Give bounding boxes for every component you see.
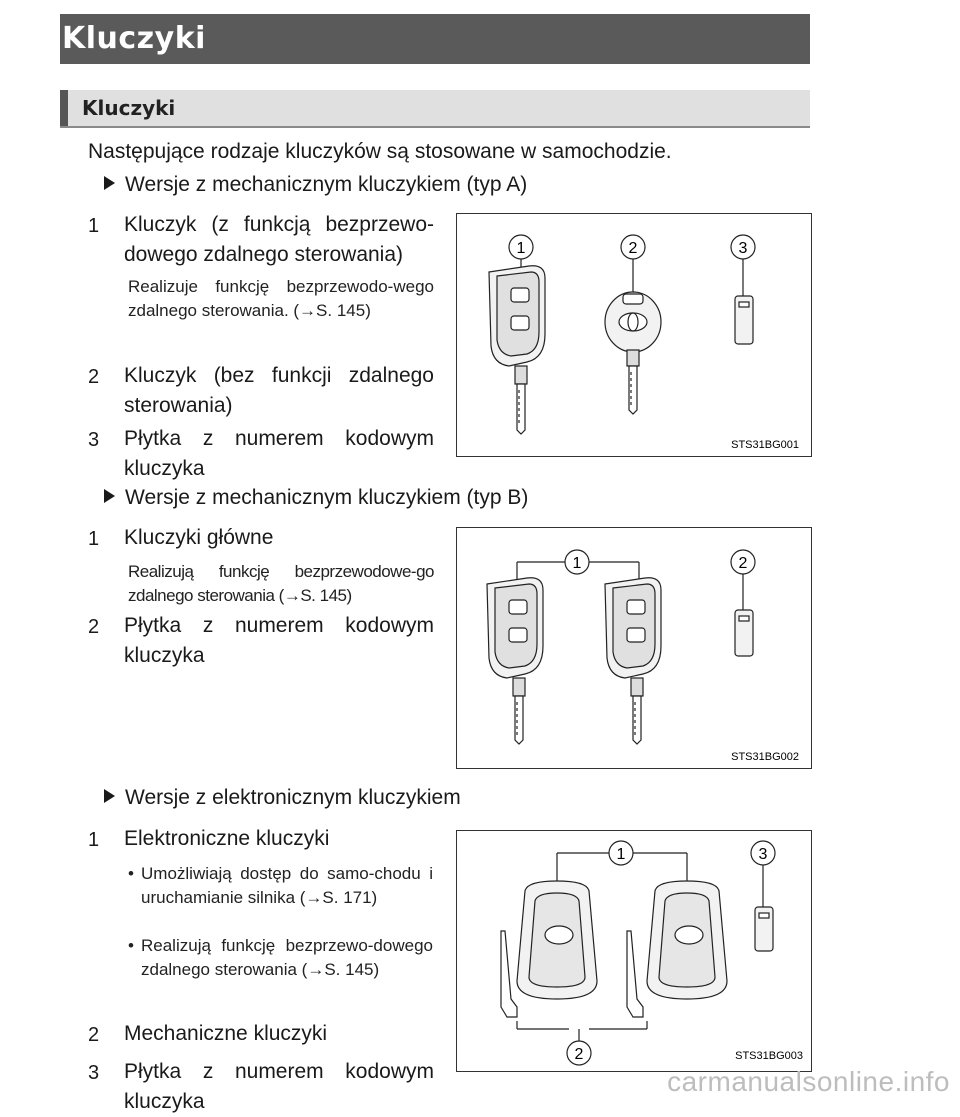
item-number: 1 [88, 829, 100, 851]
variant-heading-a [104, 173, 527, 197]
item-text: Płytka z numerem kodowym kluczyka [124, 1060, 434, 1113]
keys-illustration-a [457, 214, 811, 456]
variant-heading-a-text: Wersje z mechanicznym kluczykiem (typ A) [125, 173, 528, 196]
remote-key-icon [489, 266, 545, 434]
callout-2: 2 [628, 240, 638, 257]
bullet-dot: • [128, 936, 134, 955]
bullet-dot: • [128, 864, 134, 883]
bullet-text: Umożliwiają dostęp do samo-chodu i uruchamianie silnika (→S. 171) [141, 864, 433, 907]
bullet-item [128, 862, 433, 910]
variant-heading-c-text: Wersje z elektronicznym kluczykiem [125, 786, 461, 809]
variant-heading-b-text: Wersje z mechanicznym kluczykiem (typ B) [125, 486, 529, 509]
chapter-header [60, 14, 810, 64]
item-number: 2 [88, 1024, 100, 1046]
section-header [60, 90, 810, 128]
figure-keys-type-a [456, 213, 812, 457]
bullet-item [128, 934, 433, 982]
item-number: 3 [88, 1062, 100, 1084]
remote-key-icon [487, 578, 543, 744]
callout-3: 3 [758, 846, 768, 863]
item-text: Płytka z numerem kodowym kluczyka [124, 427, 434, 480]
code-plate-icon [735, 296, 753, 344]
code-plate-icon [755, 907, 773, 951]
item-number: 3 [88, 429, 100, 451]
item-number: 1 [88, 528, 100, 550]
keys-illustration-c [457, 831, 811, 1071]
item-text: Kluczyki główne [124, 526, 274, 549]
callout-1: 1 [516, 240, 526, 257]
smart-key-icon [517, 881, 597, 999]
variant-heading-c [104, 786, 461, 810]
item-text: Elektroniczne kluczyki [124, 827, 330, 850]
triangle-bullet-icon [104, 789, 115, 803]
figure-code: STS31BG003 [735, 1050, 803, 1062]
chapter-title: Kluczyki [62, 21, 206, 56]
figure-keys-type-b [456, 527, 812, 769]
section-title: Kluczyki [82, 96, 176, 120]
item-sub-text: Realizują funkcję bezprzewodowe-go zdalnego sterowania (→S. 145) [128, 562, 434, 605]
bullet-text: Realizują funkcję bezprzewo-dowego zdalnego sterowania (→S. 145) [141, 936, 433, 979]
callout-1: 1 [616, 846, 626, 863]
keys-illustration-b [457, 528, 811, 768]
intro-text: Następujące rodzaje kluczyków są stosowane w samochodzie. [88, 140, 672, 163]
item-text: Mechaniczne kluczyki [124, 1022, 328, 1045]
plain-key-icon [605, 292, 661, 414]
watermark: carmanualsonline.info [667, 1066, 950, 1097]
figure-electronic-keys [456, 830, 812, 1072]
item-number: 2 [88, 616, 100, 638]
figure-code: STS31BG001 [731, 439, 799, 451]
remote-key-icon [605, 578, 661, 744]
triangle-bullet-icon [104, 176, 115, 190]
item-text: Kluczyk (z funkcją bezprzewo-dowego zdalnego sterowania) [124, 213, 434, 266]
smart-key-icon [647, 881, 727, 999]
figure-code: STS31BG002 [731, 751, 799, 763]
callout-3: 3 [738, 240, 748, 257]
code-plate-icon [735, 610, 753, 656]
callout-2: 2 [738, 555, 748, 572]
section-accent [60, 90, 68, 126]
variant-heading-b [104, 486, 528, 510]
item-number: 2 [88, 366, 100, 388]
triangle-bullet-icon [104, 489, 115, 503]
item-sub-text: Realizuje funkcję bezprzewodo-wego zdalnego sterowania. (→S. 145) [128, 277, 434, 320]
item-number: 1 [88, 215, 100, 237]
item-text: Płytka z numerem kodowym kluczyka [124, 614, 434, 667]
item-text: Kluczyk (bez funkcji zdalnego sterowania) [124, 364, 434, 417]
callout-2: 2 [574, 1046, 584, 1063]
callout-1: 1 [572, 555, 582, 572]
